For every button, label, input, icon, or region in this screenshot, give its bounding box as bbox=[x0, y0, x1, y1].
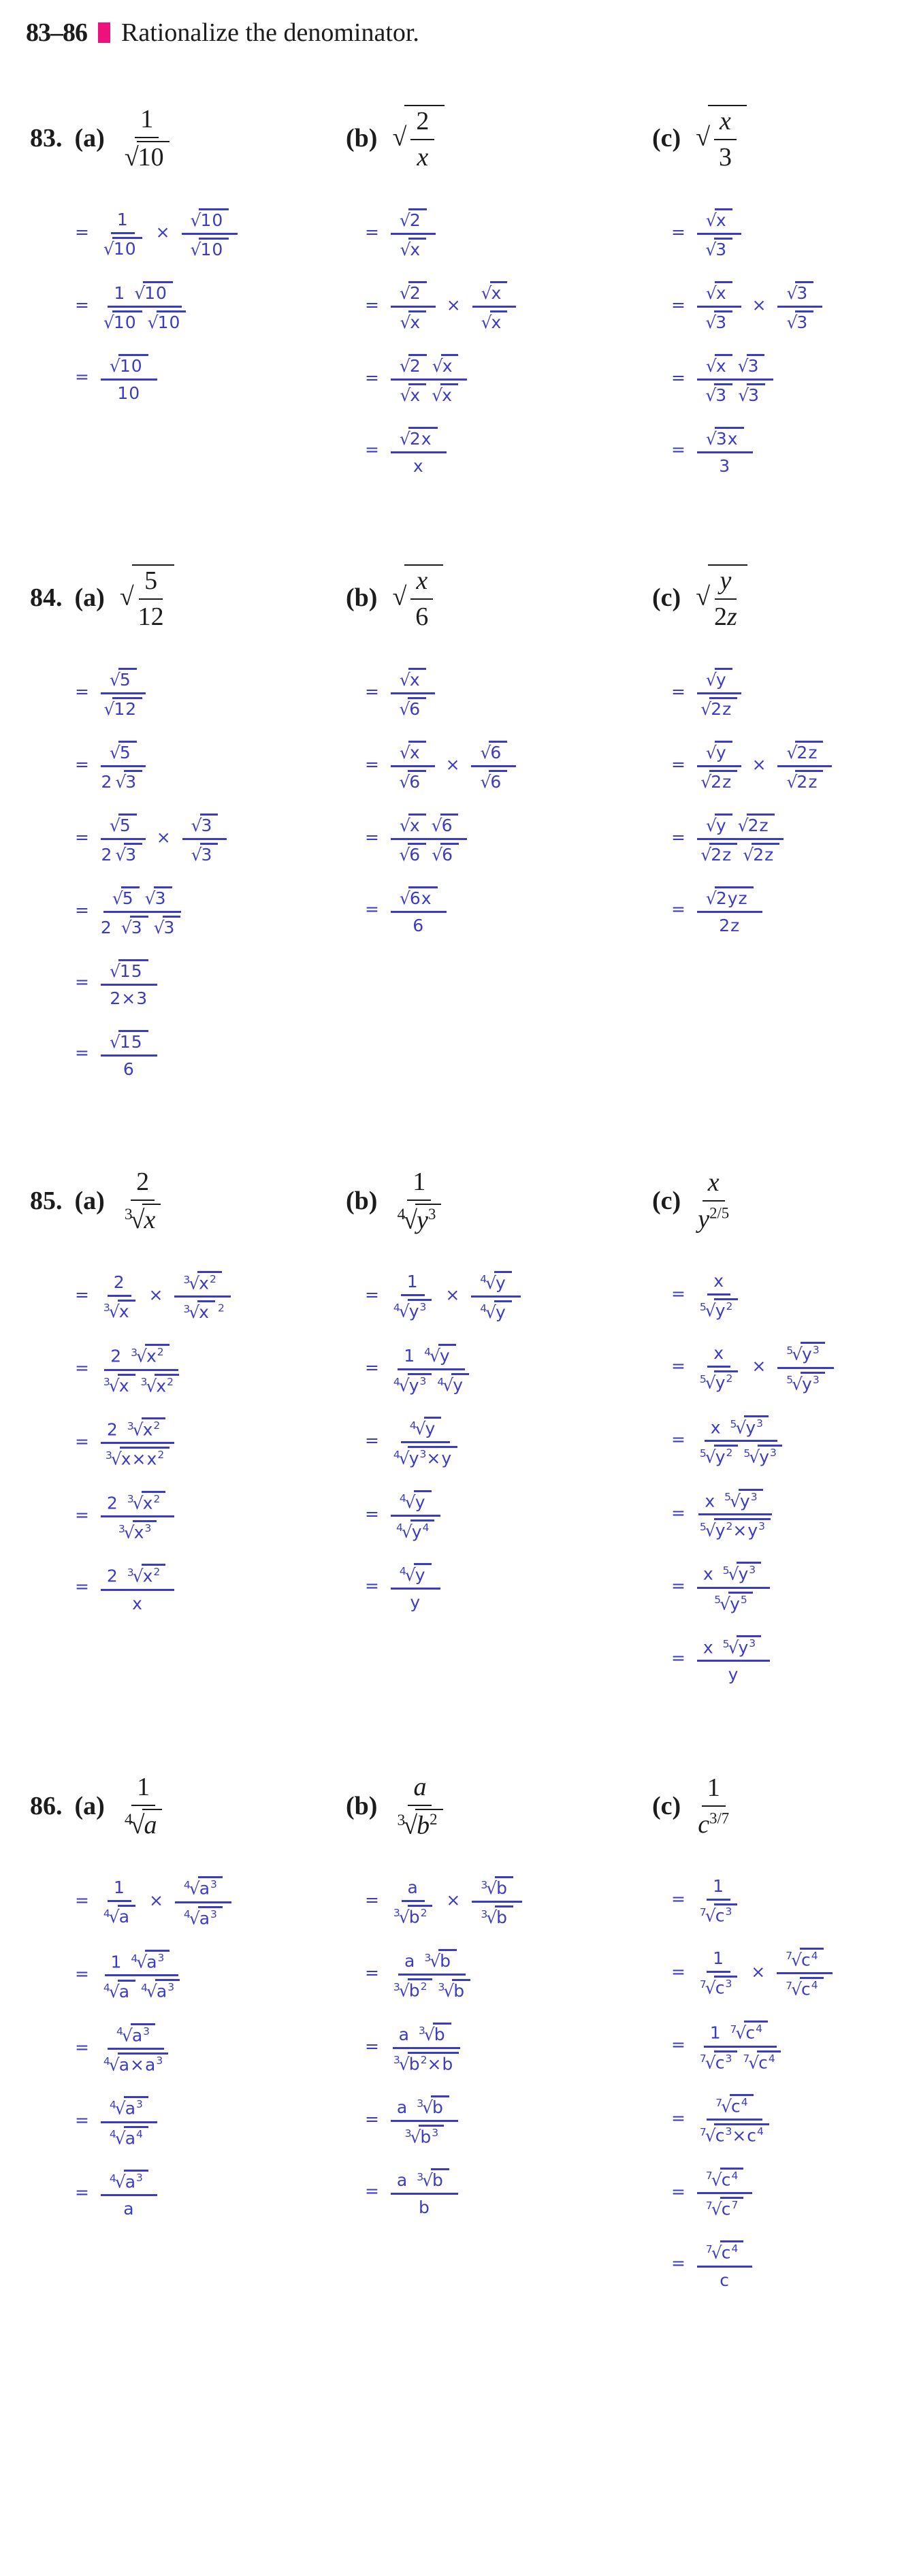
solution-step: = $\frac{√3x}{3}$ bbox=[671, 425, 884, 476]
handwritten-solution bbox=[346, 1875, 652, 2217]
solution-step: = $\frac{x}{^5√y^2}$ bbox=[671, 1270, 884, 1320]
handwritten-solution bbox=[30, 207, 346, 403]
exercise-instruction: Rationalize the denominator. bbox=[121, 18, 419, 47]
solution-step: = $\frac{^4√y}{^4√y^3\times y}$ bbox=[365, 1415, 652, 1468]
solution-step: = $\frac{2 ^3√x^2}{^3√x\times x^2}$ bbox=[75, 1416, 346, 1469]
solution-step: = $\frac{√x √3}{√3 √3}$ bbox=[671, 353, 884, 405]
printed-expression: $\frac{1}{^4√y^3}$ bbox=[389, 1167, 449, 1236]
problem-83-part-a bbox=[26, 87, 346, 423]
printed-expression: $\frac{1}{√10}$ bbox=[117, 104, 177, 172]
solution-step: = $\frac{√5}{2 √3}$ bbox=[75, 739, 346, 792]
problem-83-part-b bbox=[346, 87, 652, 496]
solution-step: = $\frac{√6x}{6}$ bbox=[365, 885, 652, 935]
part-label: (c) bbox=[652, 1187, 681, 1215]
solution-step: = $\frac{√5}{√12}$ bbox=[75, 666, 346, 719]
printed-expression: √ $\frac{2}{x}$ bbox=[389, 105, 447, 172]
part-label: (c) bbox=[652, 583, 681, 612]
problem-number: 83. bbox=[30, 124, 63, 152]
part-label: (b) bbox=[346, 1187, 378, 1215]
solution-step: = $\frac{√2yz}{2z}$ bbox=[671, 885, 884, 935]
problem-84-part-b bbox=[346, 547, 652, 956]
part-label: (a) bbox=[74, 1187, 105, 1215]
problem-number: 85. bbox=[30, 1187, 63, 1215]
handwritten-solution bbox=[30, 1875, 346, 2219]
solution-step: = $\frac{√5 √3}{2 √3 √3}$ bbox=[75, 885, 346, 937]
problem-83 bbox=[26, 87, 884, 496]
problem-85-part-c bbox=[652, 1150, 884, 1705]
solution-step: = $\frac{a ^3√b}{^3√b^2\times b}$ bbox=[365, 2021, 652, 2074]
printed-expression: $\frac{2}{^3√x}$ bbox=[117, 1167, 169, 1235]
solution-step: = $\frac{a ^3√b}{^3√b^2 ^3√b}$ bbox=[365, 1948, 652, 2000]
handwritten-solution bbox=[652, 666, 884, 935]
part-label: (a) bbox=[74, 1792, 105, 1821]
solution-step: = $\frac{^4√y}{^4√y^4}$ bbox=[365, 1489, 652, 1541]
problem-85 bbox=[26, 1150, 884, 1705]
problem-84-part-a bbox=[26, 547, 346, 1099]
solution-step: = $\frac{1}{^7√c^3}$ bbox=[671, 1875, 884, 1925]
solution-step: = $\frac{1 ^4√a^3}{^4√a ^4√a^3}$ bbox=[75, 1948, 346, 2001]
solution-step: = $\frac{√y}{√2z}$ bbox=[671, 666, 884, 719]
part-label: (b) bbox=[346, 1792, 378, 1821]
solution-step: = $\frac{^7√c^4}{^7√c^3\times c^4}$ bbox=[671, 2093, 884, 2146]
printed-expression: √ $\frac{y}{2z}$ bbox=[693, 564, 750, 631]
solution-step: = $\frac{√2x}{x}$ bbox=[365, 425, 652, 476]
solution-step: = $\frac{a ^3√b}{b}$ bbox=[365, 2167, 652, 2217]
solution-step: = $\frac{^7√c^4}{c}$ bbox=[671, 2239, 884, 2289]
printed-expression: $\frac{1}{^4√a}$ bbox=[117, 1772, 170, 1840]
solution-step: = $\frac{√15}{6}$ bbox=[75, 1029, 346, 1079]
solution-step: = $\frac{^7√c^4}{^7√c^7}$ bbox=[671, 2166, 884, 2219]
problem-86-part-b bbox=[346, 1755, 652, 2238]
solution-step: = $\frac{2 ^3√x^2}{^3√x ^3√x^2}$ bbox=[75, 1342, 346, 1396]
solution-step: = $\frac{1 √10}{√10 √10}$ bbox=[75, 280, 346, 332]
problem-number: 86. bbox=[30, 1792, 63, 1821]
solution-step: = $\frac{x ^5√y^3}{y}$ bbox=[671, 1634, 884, 1684]
solution-step: = $\frac{x ^5√y^3}{^5√y^2 ^5√y^3}$ bbox=[671, 1414, 884, 1467]
solution-step: = $\frac{√x}{√3}$ bbox=[671, 207, 884, 259]
problem-86-part-a bbox=[26, 1755, 346, 2239]
handwritten-solution bbox=[346, 1270, 652, 1612]
solution-step: = $\frac{√15}{2\times 3}$ bbox=[75, 958, 346, 1008]
problem-84 bbox=[26, 547, 884, 1099]
solution-step: = $\frac{x ^5√y^3}{^5√y^2\times y^3}$ bbox=[671, 1487, 884, 1541]
solution-step: = $\frac{2}{^3√x}$ × $\frac{^3√x^2}{^3√x ^2}$ bbox=[75, 1270, 346, 1322]
exercise-range: 83–86 bbox=[26, 18, 87, 47]
solution-step: = $\frac{1}{^7√c^3}$ × $\frac{^7√c^4}{^7√c^4}$ bbox=[671, 1946, 884, 1999]
handwritten-solution bbox=[652, 1270, 884, 1684]
solution-step: = $\frac{1 ^7√c^4}{^7√c^3 ^7√c^4}$ bbox=[671, 2019, 884, 2072]
problem-83-part-c bbox=[652, 87, 884, 496]
handwritten-solution bbox=[30, 1270, 346, 1613]
solution-step: = $\frac{√y}{√2z}$ × $\frac{√2z}{√2z}$ bbox=[671, 739, 884, 792]
solution-step: = $\frac{1 ^4√y}{^4√y^3 ^4√y}$ bbox=[365, 1342, 652, 1395]
problem-85-part-a bbox=[26, 1150, 346, 1634]
problem-number: 84. bbox=[30, 583, 63, 612]
problem-86-part-c bbox=[652, 1755, 884, 2310]
solution-step: = $\frac{x ^5√y^3}{^5√y^5}$ bbox=[671, 1560, 884, 1613]
printed-expression: √ $\frac{5}{12}$ bbox=[117, 564, 177, 631]
solution-step: = $\frac{√y √2z}{√2z √2z}$ bbox=[671, 812, 884, 865]
solution-step: = $\frac{√2 √x}{√x √x}$ bbox=[365, 353, 652, 405]
printed-expression: $\frac{1}{c^{3/7}}$ bbox=[698, 1773, 730, 1839]
solution-step: = $\frac{^4√a^3}{^4√a\times a^3}$ bbox=[75, 2022, 346, 2075]
problem-84-part-c bbox=[652, 547, 884, 956]
part-label: (b) bbox=[346, 583, 378, 612]
solution-step: = $\frac{√x √6}{√6 √6}$ bbox=[365, 812, 652, 865]
solution-step: = $\frac{2 ^3√x^2}{^3√x^3}$ bbox=[75, 1490, 346, 1543]
exercise-header bbox=[26, 18, 884, 48]
solution-step: = $\frac{√5}{2 √3}$ × $\frac{√3}{√3}$ bbox=[75, 812, 346, 865]
solution-step: = $\frac{1}{^4√a}$ × $\frac{^4√a^3}{^4√a^3}$ bbox=[75, 1875, 346, 1928]
problem-86 bbox=[26, 1755, 884, 2310]
solution-step: = $\frac{√10}{10}$ bbox=[75, 353, 346, 403]
solution-step: = $\frac{2 ^3√x^2}{x}$ bbox=[75, 1562, 346, 1613]
solution-step: = $\frac{a ^3√b}{^3√b^3}$ bbox=[365, 2094, 652, 2146]
problem-85-part-b bbox=[346, 1150, 652, 1632]
part-label: (b) bbox=[346, 124, 378, 152]
solution-step: = $\frac{^4√y}{y}$ bbox=[365, 1562, 652, 1612]
solution-step: = $\frac{√2}{√x}$ bbox=[365, 207, 652, 259]
handwritten-solution bbox=[346, 666, 652, 935]
part-label: (c) bbox=[652, 1792, 681, 1821]
part-label: (a) bbox=[74, 583, 105, 612]
part-label: (c) bbox=[652, 124, 681, 152]
solution-step: = $\frac{a}{^3√b^2}$ × $\frac{^3√b}{^3√b}$ bbox=[365, 1875, 652, 1927]
part-label: (a) bbox=[74, 124, 105, 152]
handwritten-solution bbox=[30, 666, 346, 1079]
handwritten-solution bbox=[652, 207, 884, 476]
solution-step: = $\frac{x}{^5√y^2}$ × $\frac{^5√y^3}{^5√y^3}$ bbox=[671, 1340, 884, 1394]
printed-expression: √ $\frac{x}{6}$ bbox=[389, 564, 446, 631]
solution-step: = $\frac{^4√a^3}{^4√a^4}$ bbox=[75, 2095, 346, 2148]
solution-step: = $\frac{^4√a^3}{a}$ bbox=[75, 2168, 346, 2219]
printed-expression: √ $\frac{x}{3}$ bbox=[693, 105, 749, 172]
solution-step: = $\frac{√x}{√3}$ × $\frac{√3}{√3}$ bbox=[671, 280, 884, 332]
bullet-square-icon bbox=[98, 22, 110, 43]
printed-expression: $\frac{x}{y^{2/5}}$ bbox=[698, 1168, 730, 1234]
solution-step: = $\frac{√x}{√6}$ bbox=[365, 666, 652, 719]
solution-step: = $\frac{√2}{√x}$ × $\frac{√x}{√x}$ bbox=[365, 280, 652, 332]
solution-step: = $\frac{√x}{√6}$ × $\frac{√6}{√6}$ bbox=[365, 739, 652, 792]
solution-step: = $\frac{1}{√10}$ × $\frac{√10}{√10}$ bbox=[75, 207, 346, 259]
solution-step: = $\frac{1}{^4√y^3}$ × $\frac{^4√y}{^4√y}$ bbox=[365, 1270, 652, 1322]
handwritten-solution bbox=[652, 1875, 884, 2289]
handwritten-solution bbox=[346, 207, 652, 476]
printed-expression: $\frac{a}{^3√b^2}$ bbox=[389, 1772, 450, 1841]
